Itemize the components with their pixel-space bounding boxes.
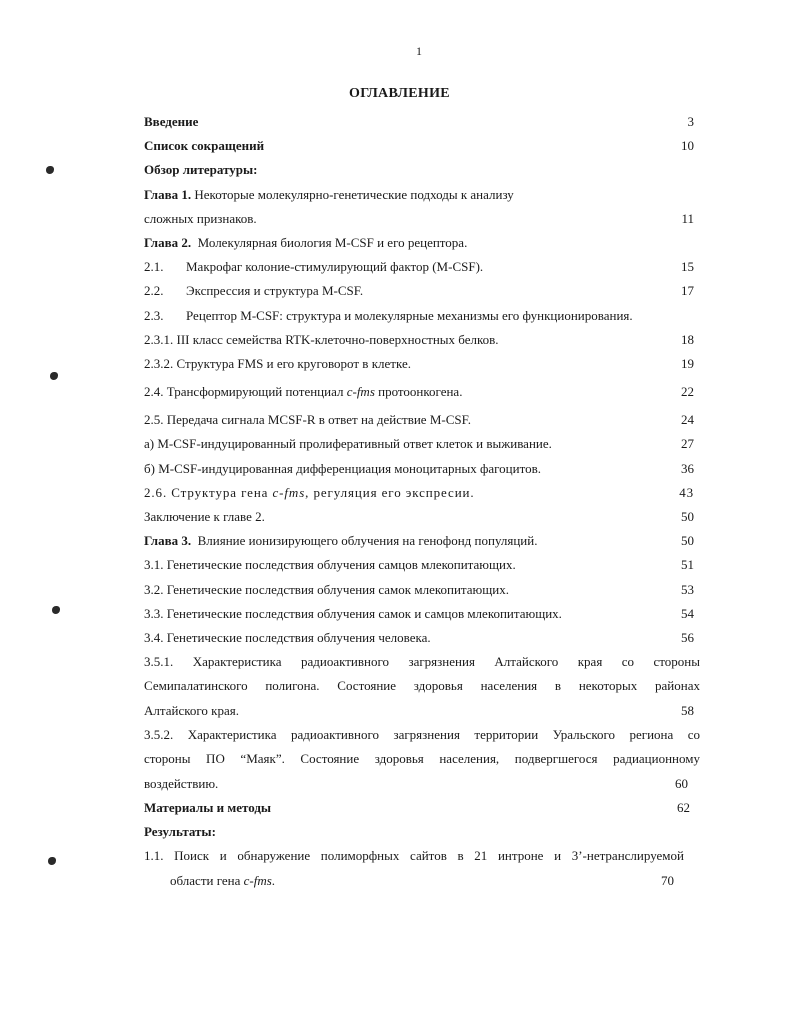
toc-entry-3-4[interactable]: 3.4. Генетические последствия облучения человека. 56: [144, 626, 700, 650]
page-ref: 70: [661, 872, 674, 888]
toc-entry-chapter-1-cont: сложных признаков. 11: [144, 207, 700, 231]
table-of-contents: [144, 110, 700, 893]
toc-entry-2-3-2[interactable]: 2.3.2. Структура FMS и его круговорот в клетке. 19: [144, 352, 700, 376]
toc-entry-abbreviations[interactable]: Список сокращений 10: [144, 134, 700, 158]
page-ref: 60: [675, 775, 688, 791]
page-ref: 53: [681, 581, 694, 597]
page-title: ОГЛАВЛЕНИЕ: [349, 86, 450, 101]
toc-entry-intro[interactable]: Введение 3: [144, 110, 700, 134]
binder-hole-mark: [48, 857, 56, 865]
toc-entry-2-1[interactable]: 2.1. Макрофаг колоние-стимулирующий фактор (M-CSF). 15: [144, 255, 700, 279]
toc-entry-3-2[interactable]: 3.2. Генетические последствия облучения самок млекопитающих. 53: [144, 578, 700, 602]
page-number: 1: [416, 44, 422, 58]
toc-entry-chapter-3[interactable]: Глава 3. Влияние ионизирующего облучения на генофонд популяций. 50: [144, 529, 700, 553]
toc-entry-2-3-1[interactable]: 2.3.1. III класс семейства RTK-клеточно-поверхностных белков. 18: [144, 328, 700, 352]
page-ref: 18: [681, 331, 694, 347]
toc-entry-2-5[interactable]: 2.5. Передача сигнала MCSF-R в ответ на действие M-CSF. 24: [144, 408, 700, 432]
page-ref: 50: [681, 509, 694, 524]
page-ref: 62: [677, 799, 690, 815]
page-ref: 24: [681, 412, 694, 428]
toc-entry-materials-methods[interactable]: Материалы и методы 62: [144, 796, 700, 820]
page-ref: 56: [681, 629, 694, 645]
toc-entry-2-2[interactable]: 2.2. Экспрессия и структура M-CSF. 17: [144, 279, 700, 303]
page-ref: 36: [681, 460, 694, 476]
toc-entry-chapter-2[interactable]: Глава 2. Молекулярная биология M-CSF и его рецептора.: [144, 234, 468, 250]
page-ref: 54: [681, 605, 694, 621]
page-ref: 58: [681, 702, 694, 718]
page-ref: 17: [681, 283, 694, 299]
page-ref: 10: [681, 138, 694, 154]
toc-entry-3-5-2[interactable]: 3.5.2. Характеристика радиоактивного загрязнения территории Уральского региона со стороны ПО “Маяк”. Состояние здоровья населения, подвергшегося радиационному воздействию. 60: [144, 723, 700, 796]
page-ref: 15: [681, 259, 694, 275]
binder-hole-mark: [52, 606, 60, 614]
toc-entry-2-3[interactable]: 2.3. Рецептор M-CSF: структура и молекулярные механизмы его функционирования.: [144, 307, 633, 323]
binder-hole-mark: [50, 372, 58, 380]
toc-entry-3-3[interactable]: 3.3. Генетические последствия облучения самок и самцов млекопитающих. 54: [144, 602, 700, 626]
toc-entry-2-4[interactable]: 2.4. Трансформирующий потенциал c-fms протоонкогена. 22: [144, 380, 700, 404]
page-ref: 27: [681, 436, 694, 452]
toc-entry-literature-review[interactable]: Обзор литературы:: [144, 162, 258, 178]
page-ref: 43: [679, 484, 694, 500]
page-ref: 50: [681, 533, 694, 549]
toc-entry-chapter-1[interactable]: Глава 1. Некоторые молекулярно-генетические подходы к анализу: [144, 186, 514, 202]
toc-entry-2-5-b[interactable]: б) M-CSF-индуцированная дифференциация моноцитарных фагоцитов. 36: [144, 457, 700, 481]
toc-entry-results-1-1[interactable]: 1.1. Поиск и обнаружение полиморфных сайтов в 21 интроне и 3’-нетранслируемой области гена c-fms. 70: [144, 844, 700, 893]
toc-entry-2-5-a[interactable]: а) M-CSF-индуцированный пролиферативный ответ клеток и выживание. 27: [144, 432, 700, 456]
toc-entry-results[interactable]: Результаты:: [144, 824, 216, 840]
toc-entry-3-1[interactable]: 3.1. Генетические последствия облучения самцов млекопитающих. 51: [144, 553, 700, 577]
page-ref: 19: [681, 355, 694, 371]
page-ref: 51: [681, 557, 694, 573]
page-ref: 3: [687, 114, 694, 129]
binder-hole-mark: [46, 166, 54, 174]
toc-entry-2-6[interactable]: 2.6. Структура гена c-fms, регуляция его экспресии. 43: [144, 481, 700, 505]
page-ref: 22: [681, 384, 694, 400]
toc-entry-3-5-1[interactable]: 3.5.1. Характеристика радиоактивного загрязнения Алтайского края со стороны Семипалатинского полигона. Состояние здоровья населения в некоторых районах Алтайского края. 58: [144, 650, 700, 723]
page-ref: 11: [681, 210, 694, 226]
toc-entry-chapter-2-conclusion[interactable]: Заключение к главе 2. 50: [144, 505, 700, 529]
